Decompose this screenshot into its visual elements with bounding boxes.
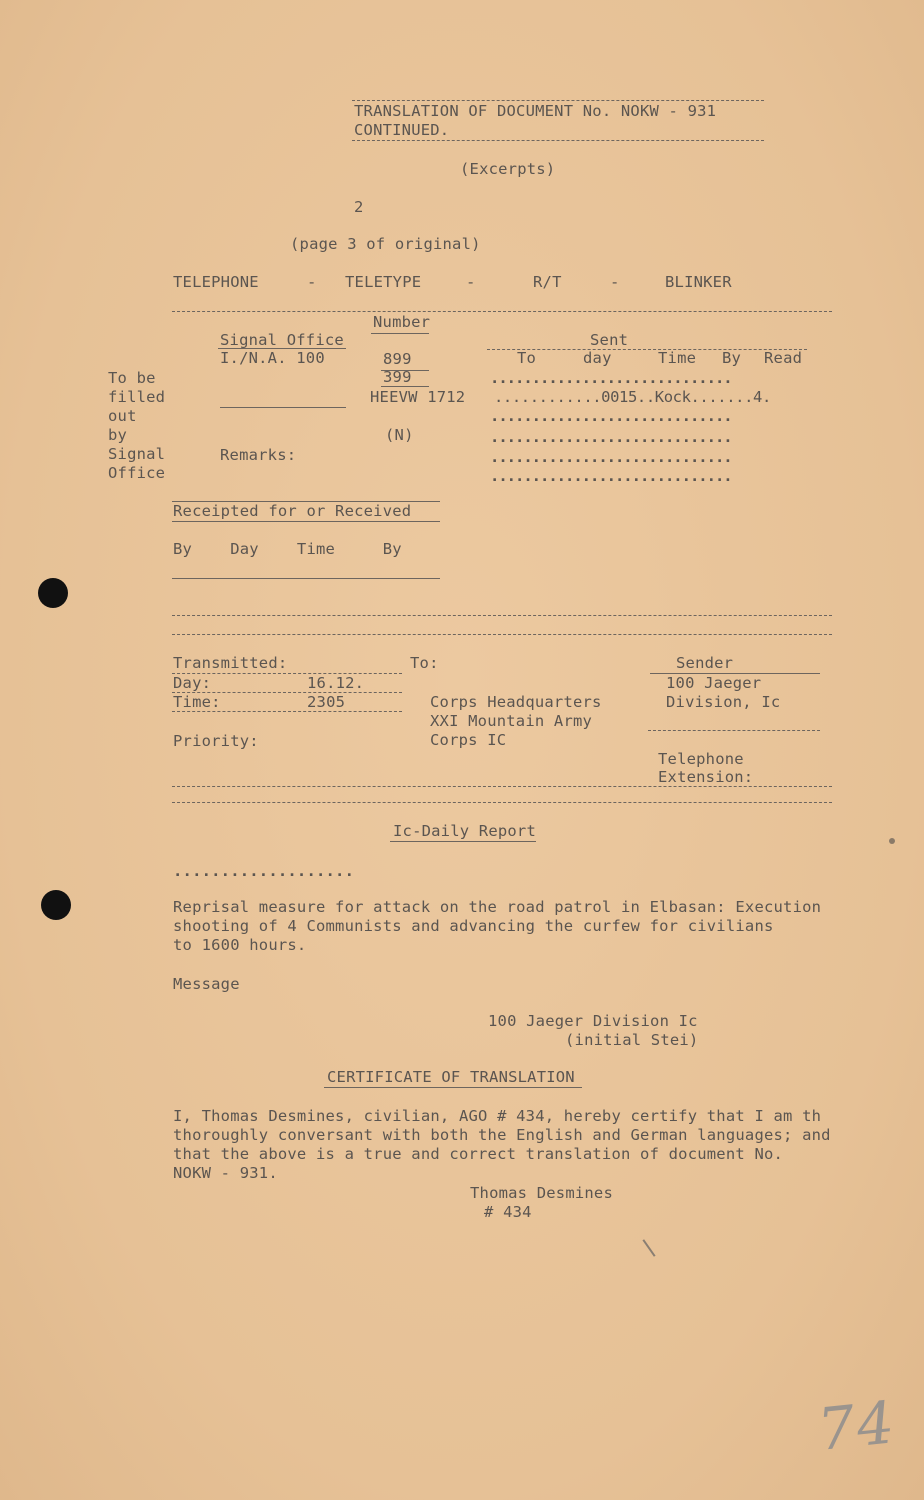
day-label: Day: bbox=[173, 674, 212, 692]
received-title: Receipted for or Received bbox=[173, 502, 412, 520]
priority-label: Priority: bbox=[173, 732, 259, 750]
document-title-line2: CONTINUED. bbox=[354, 121, 450, 139]
punch-hole-bottom bbox=[41, 890, 71, 920]
excerpts-label: (Excerpts) bbox=[460, 160, 556, 178]
sent-column-read: Read bbox=[764, 349, 803, 367]
handwritten-page-number: 74 bbox=[814, 1388, 900, 1464]
signature-line: 100 Jaeger Division Ic bbox=[488, 1012, 698, 1030]
message-label: Message bbox=[173, 975, 240, 993]
sender-line: 100 Jaeger bbox=[666, 674, 762, 692]
number-label: Number bbox=[373, 313, 431, 331]
side-label-line: filled bbox=[108, 388, 166, 406]
number-value: HEEVW 1712 bbox=[370, 388, 466, 406]
number-value: (N) bbox=[385, 426, 414, 444]
time-label: Time: bbox=[173, 693, 221, 711]
remarks-label: Remarks: bbox=[220, 446, 297, 464]
report-body-line: Reprisal measure for attack on the road patrol in Elbasan: Execution bbox=[173, 898, 822, 916]
report-body-line: shooting of 4 Communists and advancing the curfew for civilians bbox=[173, 917, 774, 935]
mode-separator: - bbox=[466, 273, 476, 291]
certificate-line: NOKW - 931. bbox=[173, 1164, 278, 1182]
side-label-line: To be bbox=[108, 369, 156, 387]
sent-column-to: To bbox=[517, 349, 537, 367]
mode-telephone: TELEPHONE bbox=[173, 273, 259, 291]
report-title: Ic-Daily Report bbox=[393, 822, 536, 840]
sent-row: ............................. bbox=[490, 467, 732, 485]
signer-id: # 434 bbox=[484, 1203, 532, 1221]
sent-row: ............................. bbox=[490, 407, 732, 425]
sender-label: Sender bbox=[676, 654, 734, 672]
to-line: XXI Mountain Army bbox=[430, 712, 593, 730]
side-label-line: out bbox=[108, 407, 137, 425]
paper-mark bbox=[642, 1239, 655, 1257]
transmitted-label: Transmitted: bbox=[173, 654, 288, 672]
paper-speck bbox=[889, 838, 895, 844]
page-number: 2 bbox=[354, 198, 364, 216]
mode-separator: - bbox=[307, 273, 317, 291]
mode-teletype: TELETYPE bbox=[345, 273, 422, 291]
number-value: 899 bbox=[383, 350, 412, 368]
sent-row: ............................. bbox=[490, 428, 732, 446]
certificate-line: I, Thomas Desmines, civilian, AGO # 434, hereby certify that I am th bbox=[173, 1107, 822, 1125]
side-label-line: by bbox=[108, 426, 128, 444]
time-value: 2305 bbox=[307, 693, 346, 711]
sent-row: ............0015..Kock.......4. bbox=[494, 388, 771, 406]
extension-label: Extension: bbox=[658, 768, 754, 786]
sent-column-day: day bbox=[583, 349, 612, 367]
mode-rt: R/T bbox=[533, 273, 562, 291]
to-line: Corps IC bbox=[430, 731, 507, 749]
side-label-line: Signal bbox=[108, 445, 166, 463]
number-value: 399 bbox=[383, 368, 412, 386]
report-dots: ................... bbox=[173, 862, 355, 880]
sent-row: ............................. bbox=[490, 369, 732, 387]
side-label-line: Office bbox=[108, 464, 166, 482]
telephone-label: Telephone bbox=[658, 750, 744, 768]
signature-line: (initial Stei) bbox=[565, 1031, 699, 1049]
certificate-line: thoroughly conversant with both the English and German languages; and bbox=[173, 1126, 831, 1144]
certificate-title: CERTIFICATE OF TRANSLATION bbox=[327, 1068, 575, 1086]
sent-row: ............................. bbox=[490, 448, 732, 466]
to-line: Corps Headquarters bbox=[430, 693, 602, 711]
signal-office-value: I./N.A. 100 bbox=[220, 349, 325, 367]
punch-hole-top bbox=[38, 578, 68, 608]
signal-office-label: Signal Office bbox=[220, 331, 344, 349]
document-title-line1: TRANSLATION OF DOCUMENT No. NOKW - 931 bbox=[354, 102, 717, 120]
report-body-line: to 1600 hours. bbox=[173, 936, 307, 954]
sent-label: Sent bbox=[590, 331, 629, 349]
sent-column-time: Time bbox=[658, 349, 697, 367]
mode-blinker: BLINKER bbox=[665, 273, 732, 291]
sent-column-by: By bbox=[722, 349, 742, 367]
certificate-line: that the above is a true and correct translation of document No. bbox=[173, 1145, 784, 1163]
day-value: 16.12. bbox=[307, 674, 365, 692]
received-columns: By Day Time By bbox=[173, 540, 402, 558]
mode-separator: - bbox=[610, 273, 620, 291]
to-label: To: bbox=[410, 654, 439, 672]
page-of-original: (page 3 of original) bbox=[290, 235, 481, 253]
signer-name: Thomas Desmines bbox=[470, 1184, 613, 1202]
sender-line: Division, Ic bbox=[666, 693, 781, 711]
